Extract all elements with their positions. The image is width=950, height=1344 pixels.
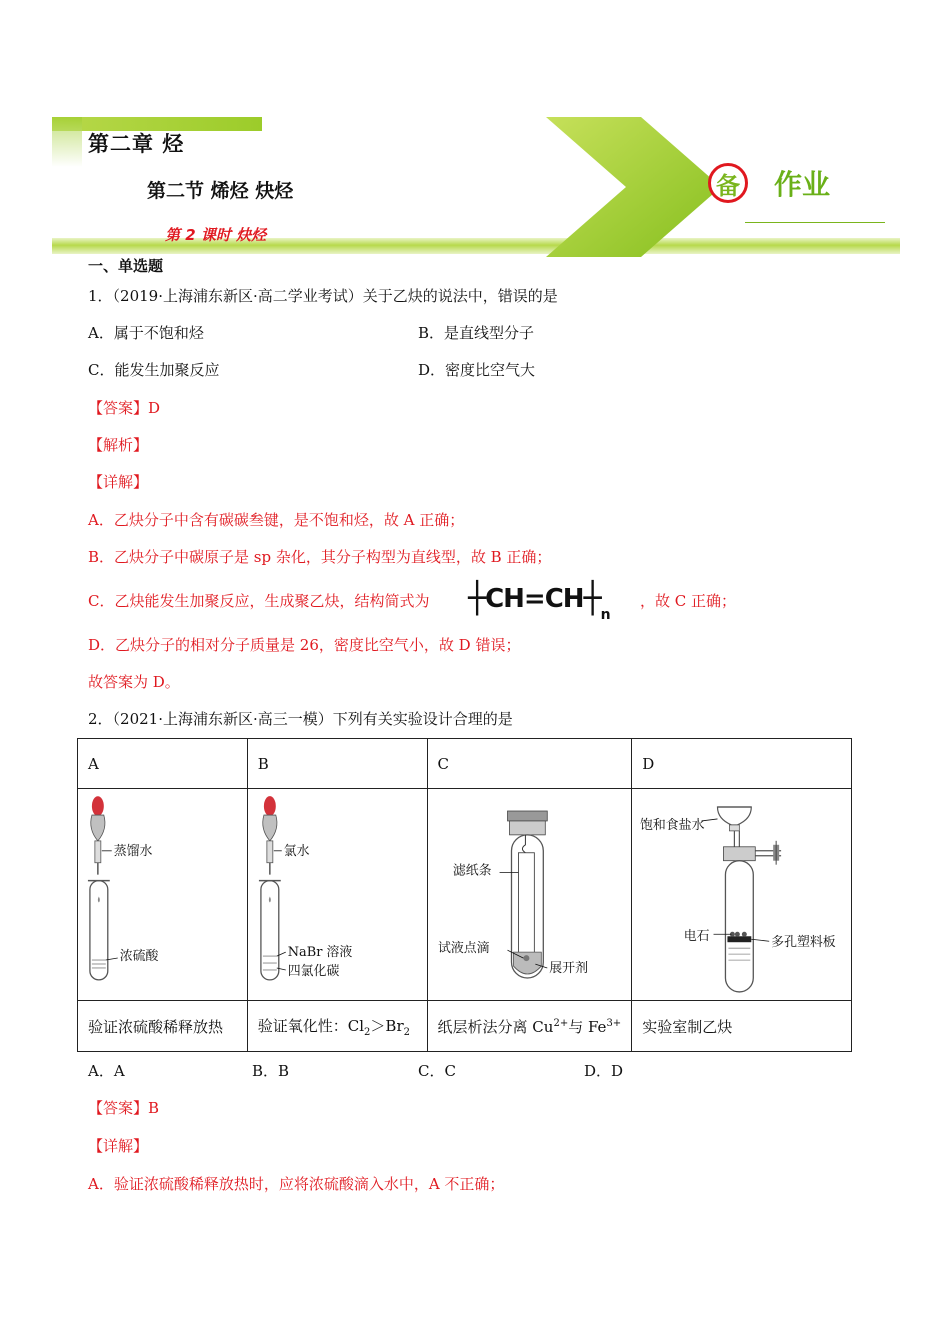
label-developing-solvent: 展开剂 xyxy=(548,961,588,977)
col-header-c: C xyxy=(427,739,632,789)
label-nabr-solution: NaBr 溶液 xyxy=(287,945,353,961)
logo-char: 备 xyxy=(716,171,740,200)
figure-d-cell xyxy=(632,789,852,1001)
q1-stem: 1．（2019·上海浦东新区·高二学业考试）关于乙炔的说法中，错误的是 xyxy=(88,287,558,305)
section-title: 第二节 烯烃 炔烃 xyxy=(147,180,294,202)
label-filter-paper: 滤纸条 xyxy=(452,863,492,879)
q1-detail-b: B．乙炔分子中碳原子是 sp 杂化，其分子构型为直线型，故 B 正确； xyxy=(88,548,552,566)
formula-subscript: n xyxy=(600,607,610,623)
q2-detail-a: A．验证浓硫酸稀释放热时，应将浓硫酸滴入水中，A 不正确； xyxy=(88,1175,505,1193)
acetylene-generator-diagram xyxy=(632,789,851,1000)
caption-c-mid: 与 Fe xyxy=(568,1017,607,1036)
lesson-title: 第 2 课时 炔烃 xyxy=(165,226,267,244)
q2-option-b: B．B xyxy=(252,1062,290,1080)
logo-underline xyxy=(745,222,885,223)
q1-option-d: D．密度比空气大 xyxy=(418,361,536,379)
label-calcium-carbide: 电石 xyxy=(683,929,710,945)
q1-analysis-label: 【解析】 xyxy=(88,436,149,454)
q2-option-a: A．A xyxy=(88,1062,125,1080)
label-carbon-tetrachloride: 四氯化碳 xyxy=(287,963,340,979)
q2-option-c: C．C xyxy=(418,1062,456,1080)
label-distilled-water: 蒸馏水 xyxy=(113,843,153,859)
section-heading: 一、单选题 xyxy=(88,257,164,275)
caption-a: 验证浓硫酸稀释放热 xyxy=(78,1001,248,1052)
chapter-title: 第二章 烃 xyxy=(88,132,185,156)
figure-c-cell xyxy=(427,789,632,1001)
formula-core: CH=CH xyxy=(485,584,584,614)
dropper-tube-b-diagram xyxy=(248,789,427,1000)
label-conc-sulfuric-acid: 浓硫酸 xyxy=(119,949,159,965)
caption-c-sup2: 3+ xyxy=(606,1017,622,1029)
col-header-d: D xyxy=(632,739,852,789)
polyacetylene-formula: $┼CH=CH┼_n$ xyxy=(468,581,610,623)
q1-detail-c: C．乙炔能发生加聚反应，生成聚乙炔，结构简式为 xyxy=(88,592,430,610)
q1-answer: 【答案】D xyxy=(88,399,161,417)
figure-b-cell xyxy=(247,789,427,1001)
q1-conclusion: 故答案为 D。 xyxy=(88,673,180,691)
logo-badge xyxy=(708,163,748,203)
col-header-b: B xyxy=(247,739,427,789)
caption-b xyxy=(247,1001,427,1052)
caption-d: 实验室制乙炔 xyxy=(632,1001,852,1052)
q1-option-a: A．属于不饱和烃 xyxy=(88,324,204,342)
q1-option-b: B．是直线型分子 xyxy=(418,324,535,342)
q1-detail-d: D．乙炔分子的相对分子质量是 26，密度比空气小，故 D 错误； xyxy=(88,636,521,654)
caption-c xyxy=(427,1001,632,1052)
figure-a-cell xyxy=(78,789,248,1001)
q2-stem: 2．（2021·上海浦东新区·高三一模）下列有关实验设计合理的是 xyxy=(88,710,513,728)
label-saturated-brine: 饱和食盐水 xyxy=(640,817,705,833)
q2-option-d: D．D xyxy=(584,1062,624,1080)
q2-options-table xyxy=(77,738,852,1052)
q2-detail-label: 【详解】 xyxy=(88,1137,149,1155)
caption-b-mid: ＞Br xyxy=(370,1016,404,1035)
q1-option-c: C．能发生加聚反应 xyxy=(88,361,220,379)
dropper-tube-a-diagram xyxy=(78,789,247,1000)
label-chlorine-water: 氯水 xyxy=(283,843,310,859)
label-porous-plastic-plate: 多孔塑料板 xyxy=(771,935,837,951)
caption-b-prefix: 验证氧化性：Cl xyxy=(257,1016,365,1035)
caption-c-sup1: 2+ xyxy=(553,1017,569,1029)
caption-b-sub1: 2 xyxy=(364,1026,371,1038)
label-sample-spot: 试液点滴 xyxy=(437,941,490,957)
caption-c-prefix: 纸层析法分离 Cu xyxy=(437,1017,554,1036)
caption-b-sub2: 2 xyxy=(403,1026,410,1038)
q1-detail-label: 【详解】 xyxy=(88,473,149,491)
q1-detail-c-tail: ，故 C 正确； xyxy=(640,592,737,610)
logo-text: 作业 xyxy=(774,168,831,201)
q2-answer: 【答案】B xyxy=(88,1099,160,1117)
col-header-a: A xyxy=(78,739,248,789)
header-accent-shadow xyxy=(52,117,82,167)
paper-chromatography-diagram xyxy=(428,789,632,1000)
q1-detail-a: A．乙炔分子中含有碳碳叁键，是不饱和烃，故 A 正确； xyxy=(88,511,465,529)
